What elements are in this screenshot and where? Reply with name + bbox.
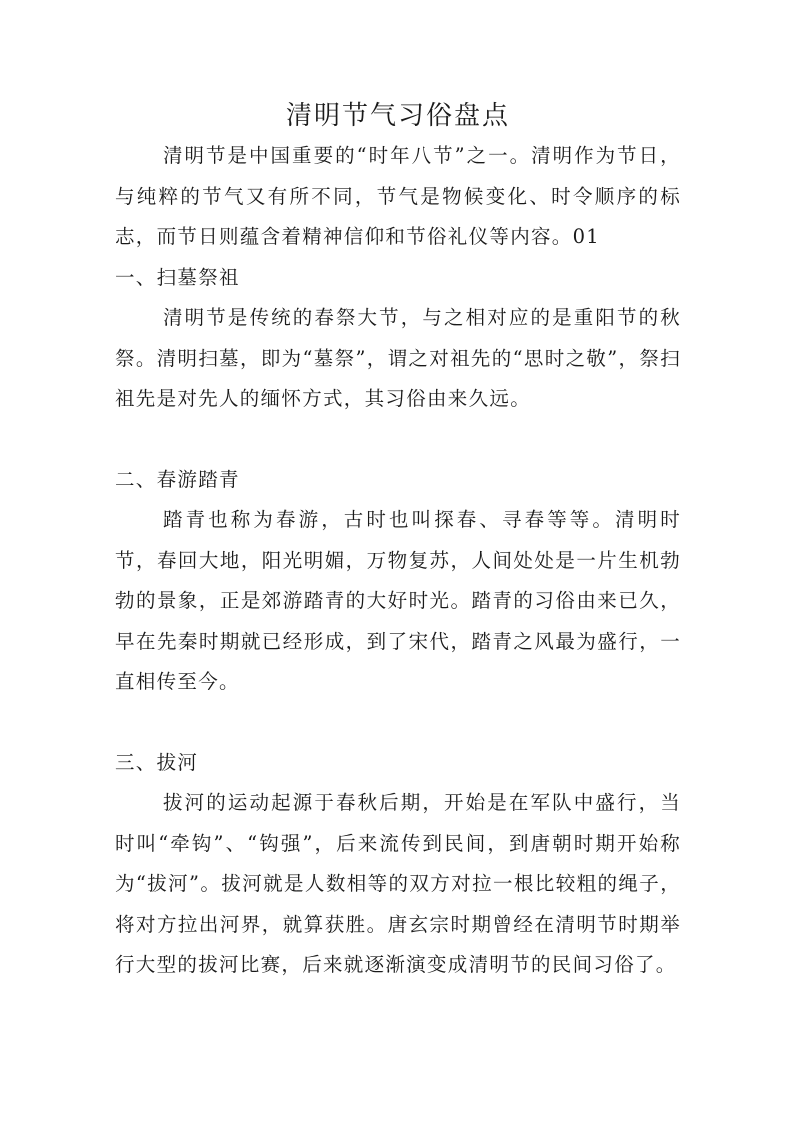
document-title: 清明节气习俗盘点 bbox=[285, 101, 510, 131]
section-heading-spring-outing: 二、春游踏青 bbox=[115, 467, 240, 491]
blank-line bbox=[115, 420, 681, 460]
section-heading-tomb-sweeping: 一、扫墓祭祖 bbox=[115, 265, 240, 289]
section-body-tug-of-war: 拔河的运动起源于春秋后期，开始是在军队中盛行，当时叫“牵钩”、“钩强”，后来流传到民间，到唐朝时期开始称为“拔河”。拔河就是人数相等的双方对拉一根比较粗的绳子，将对方拉出河界，就算获胜。唐玄宗时期曾经在清明节时期举行大型的拔河比赛，后来就逐渐演变成清明节的民间习俗了。 bbox=[115, 791, 681, 976]
section-body-tomb-sweeping: 清明节是传统的春祭大节，与之相对应的是重阳节的秋祭。清明扫墓，即为“墓祭”，谓之对祖先的“思时之敬”，祭扫祖先是对先人的缅怀方式，其习俗由来久远。 bbox=[115, 306, 681, 410]
section-heading-tug-of-war: 三、拔河 bbox=[115, 750, 199, 774]
intro-paragraph: 清明节是中国重要的“时年八节”之一。清明作为节日，与纯粹的节气又有所不同，节气是物候变化、时令顺序的标志，而节日则蕴含着精神信仰和节俗礼仪等内容。01 bbox=[115, 144, 681, 248]
blank-line bbox=[115, 703, 681, 743]
document-page bbox=[115, 96, 681, 986]
section-body-spring-outing: 踏青也称为春游，古时也叫探春、寻春等等。清明时节，春回大地，阳光明媚，万物复苏，人间处处是一片生机勃勃的景象，正是郊游踏青的大好时光。踏青的习俗由来已久，早在先秦时期就已经形成，到了宋代，踏青之风最为盛行，一直相传至今。 bbox=[115, 508, 681, 693]
